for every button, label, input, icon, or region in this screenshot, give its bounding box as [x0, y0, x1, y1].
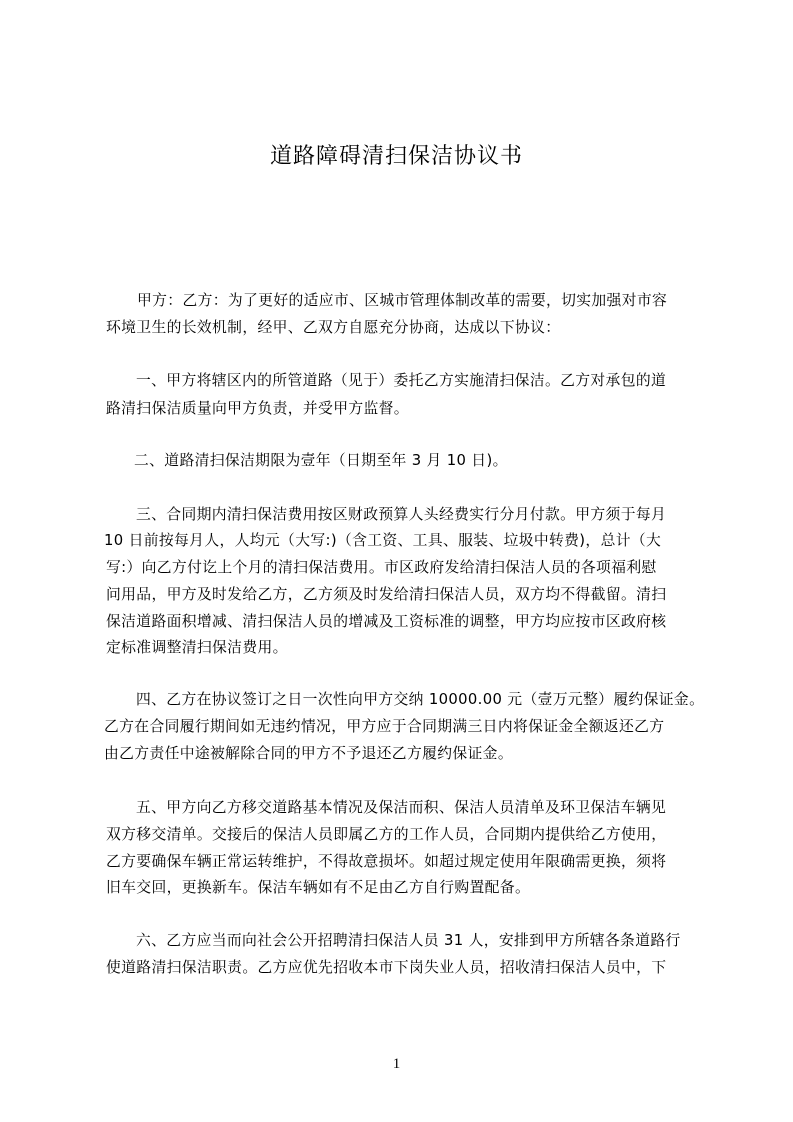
paragraph-preamble-line-2: 环境卫生的长效机制，经甲、乙双方自愿充分协商，达成以下协议：: [106, 319, 561, 336]
clause-5-line-1: 五、甲方向乙方移交道路基本情况及保洁而积、保洁人员清单及环卫保洁车辆见: [136, 799, 667, 816]
clause-3-line-6: 定标准调整清扫保洁费用。: [106, 639, 288, 656]
clause-4-line-3: 由乙方责任中途被解除合同的甲方不予退还乙方履约保证金。: [104, 745, 513, 762]
clause-4-line-2: 乙方在合同履行期间如无违约情况，甲方应于合同期满三日内将保证金全额返还乙方: [104, 718, 665, 735]
clause-3-line-5: 保洁道路面积增减、清扫保洁人员的增减及工资标准的调整，甲方均应按市区政府核: [106, 613, 667, 630]
clause-2-line-1: 二、道路清扫保洁期限为壹年（日期至年 3 月 10 日)。: [134, 452, 508, 469]
clause-5-line-3: 乙方要确保车辆正常运转维护，不得故意损坏。如超过规定使用年限确需更换，须将: [106, 853, 667, 870]
clause-1-line-1: 一、甲方将辖区内的所管道路（见于）委托乙方实施清扫保洁。乙方对承包的道: [136, 372, 667, 389]
clause-3-line-2: 10 日前按每月人，人均元（大写:)（含工资、工具、服装、垃圾中转费)，总计（大: [104, 532, 662, 549]
clause-3-line-4: 问用品，甲方及时发给乙方，乙方须及时发给清扫保洁人员，双方均不得截留。清扫: [106, 586, 667, 603]
paragraph-preamble-line-1: 甲方：乙方：为了更好的适应市、区城市管理体制改革的需要，切实加强对市容: [137, 292, 668, 309]
document-title: 道路障碍清扫保洁协议书: [269, 144, 523, 169]
clause-5-line-4: 旧车交回，更换新车。保洁车辆如有不足由乙方自行购置配备。: [106, 879, 531, 896]
page-number: 1: [392, 1056, 401, 1072]
clause-5-line-2: 双方移交清单。交接后的保洁人员即属乙方的工作人员，合同期内提供给乙方使用，: [106, 826, 667, 843]
clause-3-line-1: 三、合同期内清扫保洁费用按区财政预算人头经费实行分月付款。甲方须于每月: [136, 506, 667, 523]
clause-3-line-3: 写:）向乙方付讫上个月的清扫保洁费用。市区政府发给清扫保洁人员的各项福利慰: [106, 559, 657, 576]
clause-1-line-2: 路清扫保洁质量向甲方负责，并受甲方监督。: [106, 400, 409, 417]
clause-4-line-1: 四、乙方在协议签订之日一次性向甲方交纳 10000.00 元（壹万元整）履约保证金。: [136, 691, 705, 708]
clause-6-line-2: 使道路清扫保洁职责。乙方应优先招收本市下岗失业人员，招收清扫保洁人员中，下: [106, 959, 667, 976]
clause-6-line-1: 六、乙方应当而向社会公开招聘清扫保洁人员 31 人，安排到甲方所辖各条道路行: [136, 932, 681, 949]
